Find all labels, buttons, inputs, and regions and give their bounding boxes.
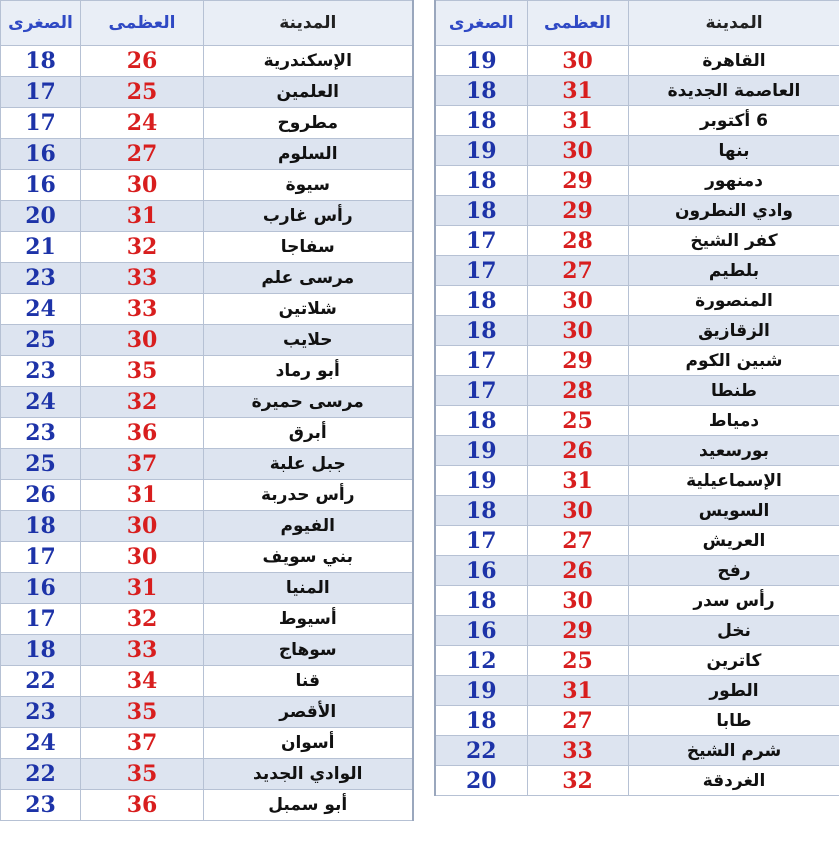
table-row (435, 376, 839, 406)
table-row (435, 286, 839, 316)
max-temp-cell: 29 (527, 346, 628, 376)
city-name-cell: بنها (628, 136, 839, 166)
table-row (435, 556, 839, 586)
max-temp-cell: 35 (81, 697, 204, 728)
table-row (435, 766, 839, 796)
city-name-cell: طابا (628, 706, 839, 736)
city-name-cell: الغردقة (628, 766, 839, 796)
min-temp-cell: 16 (1, 573, 81, 604)
city-name-cell: سيوة (204, 170, 413, 201)
left-temperature-table (0, 0, 414, 821)
city-name-cell: الفيوم (204, 511, 413, 542)
min-temp-cell: 19 (435, 676, 527, 706)
city-name-cell: شلاتين (204, 294, 413, 325)
table-row (1, 294, 413, 325)
min-temp-cell: 18 (435, 196, 527, 226)
min-temp-cell: 18 (435, 316, 527, 346)
right-temperature-table (434, 0, 839, 796)
min-temp-cell: 20 (1, 201, 81, 232)
right-table-body (435, 46, 839, 796)
table-row (1, 232, 413, 263)
min-temp-cell: 24 (1, 728, 81, 759)
city-name-cell: المنصورة (628, 286, 839, 316)
max-temp-cell: 30 (81, 542, 204, 573)
city-name-cell: الإسكندرية (204, 46, 413, 77)
table-row (1, 46, 413, 77)
table-row (1, 263, 413, 294)
city-name-cell: الأقصر (204, 697, 413, 728)
table-row (1, 790, 413, 821)
city-name-cell: رفح (628, 556, 839, 586)
max-temp-cell: 37 (81, 449, 204, 480)
max-temp-cell: 29 (527, 616, 628, 646)
min-temp-cell: 25 (1, 449, 81, 480)
city-name-cell: أسوان (204, 728, 413, 759)
city-name-cell: بورسعيد (628, 436, 839, 466)
header-max: العظمى (527, 1, 628, 46)
city-name-cell: مرسى حميرة (204, 387, 413, 418)
min-temp-cell: 24 (1, 387, 81, 418)
table-row (435, 616, 839, 646)
max-temp-cell: 28 (527, 376, 628, 406)
min-temp-cell: 16 (1, 139, 81, 170)
table-row (1, 418, 413, 449)
table-row (435, 316, 839, 346)
min-temp-cell: 12 (435, 646, 527, 676)
table-row (435, 496, 839, 526)
table-row (435, 646, 839, 676)
city-name-cell: العريش (628, 526, 839, 556)
city-name-cell: دمياط (628, 406, 839, 436)
max-temp-cell: 32 (527, 766, 628, 796)
max-temp-cell: 28 (527, 226, 628, 256)
table-row (435, 706, 839, 736)
min-temp-cell: 18 (1, 46, 81, 77)
min-temp-cell: 18 (435, 496, 527, 526)
table-row (435, 76, 839, 106)
min-temp-cell: 19 (435, 136, 527, 166)
left-table-body (1, 46, 413, 821)
table-row (435, 436, 839, 466)
city-name-cell: كاترين (628, 646, 839, 676)
table-row (1, 604, 413, 635)
table-row (1, 759, 413, 790)
table-header-row (435, 1, 839, 46)
min-temp-cell: 17 (1, 108, 81, 139)
header-city: المدينة (204, 1, 413, 46)
max-temp-cell: 31 (527, 676, 628, 706)
min-temp-cell: 17 (1, 604, 81, 635)
max-temp-cell: 34 (81, 666, 204, 697)
table-row (1, 139, 413, 170)
table-row (1, 697, 413, 728)
min-temp-cell: 16 (435, 616, 527, 646)
header-min: الصغرى (1, 1, 81, 46)
city-name-cell: سوهاج (204, 635, 413, 666)
table-row (435, 46, 839, 76)
table-row (1, 511, 413, 542)
city-name-cell: نخل (628, 616, 839, 646)
max-temp-cell: 31 (81, 201, 204, 232)
max-temp-cell: 26 (527, 436, 628, 466)
table-row (1, 728, 413, 759)
table-row (435, 346, 839, 376)
table-row (435, 166, 839, 196)
min-temp-cell: 19 (435, 466, 527, 496)
min-temp-cell: 18 (435, 706, 527, 736)
min-temp-cell: 23 (1, 418, 81, 449)
city-name-cell: بلطيم (628, 256, 839, 286)
max-temp-cell: 27 (81, 139, 204, 170)
max-temp-cell: 36 (81, 790, 204, 821)
max-temp-cell: 31 (81, 480, 204, 511)
header-min: الصغرى (435, 1, 527, 46)
max-temp-cell: 30 (81, 325, 204, 356)
city-name-cell: جبل علبة (204, 449, 413, 480)
city-name-cell: رأس سدر (628, 586, 839, 616)
max-temp-cell: 29 (527, 196, 628, 226)
max-temp-cell: 31 (527, 466, 628, 496)
max-temp-cell: 26 (527, 556, 628, 586)
city-name-cell: طنطا (628, 376, 839, 406)
city-name-cell: وادي النطرون (628, 196, 839, 226)
max-temp-cell: 33 (81, 263, 204, 294)
table-row (1, 573, 413, 604)
city-name-cell: المنيا (204, 573, 413, 604)
city-name-cell: 6 أكتوبر (628, 106, 839, 136)
header-max: العظمى (81, 1, 204, 46)
min-temp-cell: 18 (1, 635, 81, 666)
min-temp-cell: 18 (435, 586, 527, 616)
max-temp-cell: 27 (527, 706, 628, 736)
max-temp-cell: 30 (527, 496, 628, 526)
max-temp-cell: 35 (81, 356, 204, 387)
min-temp-cell: 16 (435, 556, 527, 586)
min-temp-cell: 20 (435, 766, 527, 796)
table-row (435, 466, 839, 496)
city-name-cell: حلايب (204, 325, 413, 356)
city-name-cell: الطور (628, 676, 839, 706)
city-name-cell: أبو رماد (204, 356, 413, 387)
table-row (1, 170, 413, 201)
max-temp-cell: 31 (81, 573, 204, 604)
min-temp-cell: 24 (1, 294, 81, 325)
max-temp-cell: 30 (527, 286, 628, 316)
table-row (1, 325, 413, 356)
city-name-cell: شبين الكوم (628, 346, 839, 376)
min-temp-cell: 18 (435, 166, 527, 196)
max-temp-cell: 31 (527, 106, 628, 136)
table-row (1, 480, 413, 511)
city-name-cell: أبرق (204, 418, 413, 449)
max-temp-cell: 30 (81, 170, 204, 201)
min-temp-cell: 17 (1, 542, 81, 573)
min-temp-cell: 17 (1, 77, 81, 108)
table-row (435, 226, 839, 256)
table-row (435, 586, 839, 616)
table-row (1, 201, 413, 232)
city-name-cell: مرسى علم (204, 263, 413, 294)
table-row (435, 406, 839, 436)
table-row (1, 356, 413, 387)
table-row (435, 526, 839, 556)
max-temp-cell: 33 (81, 635, 204, 666)
table-row (1, 635, 413, 666)
table-row (435, 106, 839, 136)
max-temp-cell: 30 (527, 586, 628, 616)
city-name-cell: السويس (628, 496, 839, 526)
city-name-cell: أبو سمبل (204, 790, 413, 821)
max-temp-cell: 32 (81, 387, 204, 418)
max-temp-cell: 33 (527, 736, 628, 766)
city-name-cell: أسيوط (204, 604, 413, 635)
min-temp-cell: 19 (435, 46, 527, 76)
max-temp-cell: 33 (81, 294, 204, 325)
table-header-row (1, 1, 413, 46)
table-row (1, 77, 413, 108)
table-row (435, 136, 839, 166)
table-row (435, 256, 839, 286)
table-row (1, 108, 413, 139)
max-temp-cell: 29 (527, 166, 628, 196)
max-temp-cell: 30 (527, 136, 628, 166)
min-temp-cell: 26 (1, 480, 81, 511)
city-name-cell: قنا (204, 666, 413, 697)
max-temp-cell: 27 (527, 526, 628, 556)
city-name-cell: كفر الشيخ (628, 226, 839, 256)
max-temp-cell: 30 (527, 46, 628, 76)
max-temp-cell: 31 (527, 76, 628, 106)
min-temp-cell: 18 (435, 106, 527, 136)
header-city: المدينة (628, 1, 839, 46)
max-temp-cell: 30 (81, 511, 204, 542)
table-row (435, 196, 839, 226)
min-temp-cell: 16 (1, 170, 81, 201)
min-temp-cell: 17 (435, 376, 527, 406)
min-temp-cell: 18 (435, 406, 527, 436)
max-temp-cell: 36 (81, 418, 204, 449)
min-temp-cell: 23 (1, 356, 81, 387)
city-name-cell: مطروح (204, 108, 413, 139)
max-temp-cell: 35 (81, 759, 204, 790)
table-row (1, 542, 413, 573)
city-name-cell: سفاجا (204, 232, 413, 263)
table-row (435, 736, 839, 766)
city-name-cell: القاهرة (628, 46, 839, 76)
max-temp-cell: 32 (81, 232, 204, 263)
min-temp-cell: 17 (435, 226, 527, 256)
min-temp-cell: 21 (1, 232, 81, 263)
min-temp-cell: 18 (435, 286, 527, 316)
city-name-cell: العاصمة الجديدة (628, 76, 839, 106)
min-temp-cell: 22 (1, 666, 81, 697)
max-temp-cell: 25 (527, 646, 628, 676)
city-name-cell: رأس غارب (204, 201, 413, 232)
min-temp-cell: 17 (435, 346, 527, 376)
city-name-cell: السلوم (204, 139, 413, 170)
table-row (1, 387, 413, 418)
table-row (1, 666, 413, 697)
city-name-cell: بني سويف (204, 542, 413, 573)
max-temp-cell: 30 (527, 316, 628, 346)
max-temp-cell: 25 (81, 77, 204, 108)
table-row (1, 449, 413, 480)
city-name-cell: الوادي الجديد (204, 759, 413, 790)
min-temp-cell: 18 (1, 511, 81, 542)
min-temp-cell: 19 (435, 436, 527, 466)
max-temp-cell: 32 (81, 604, 204, 635)
max-temp-cell: 37 (81, 728, 204, 759)
city-name-cell: الإسماعيلية (628, 466, 839, 496)
min-temp-cell: 23 (1, 263, 81, 294)
city-name-cell: رأس حدربة (204, 480, 413, 511)
city-name-cell: الزقازيق (628, 316, 839, 346)
min-temp-cell: 22 (435, 736, 527, 766)
city-name-cell: العلمين (204, 77, 413, 108)
city-name-cell: شرم الشيخ (628, 736, 839, 766)
max-temp-cell: 25 (527, 406, 628, 436)
min-temp-cell: 17 (435, 256, 527, 286)
min-temp-cell: 25 (1, 325, 81, 356)
min-temp-cell: 18 (435, 76, 527, 106)
min-temp-cell: 23 (1, 697, 81, 728)
min-temp-cell: 17 (435, 526, 527, 556)
min-temp-cell: 23 (1, 790, 81, 821)
max-temp-cell: 27 (527, 256, 628, 286)
max-temp-cell: 24 (81, 108, 204, 139)
min-temp-cell: 22 (1, 759, 81, 790)
city-name-cell: دمنهور (628, 166, 839, 196)
max-temp-cell: 26 (81, 46, 204, 77)
table-row (435, 676, 839, 706)
